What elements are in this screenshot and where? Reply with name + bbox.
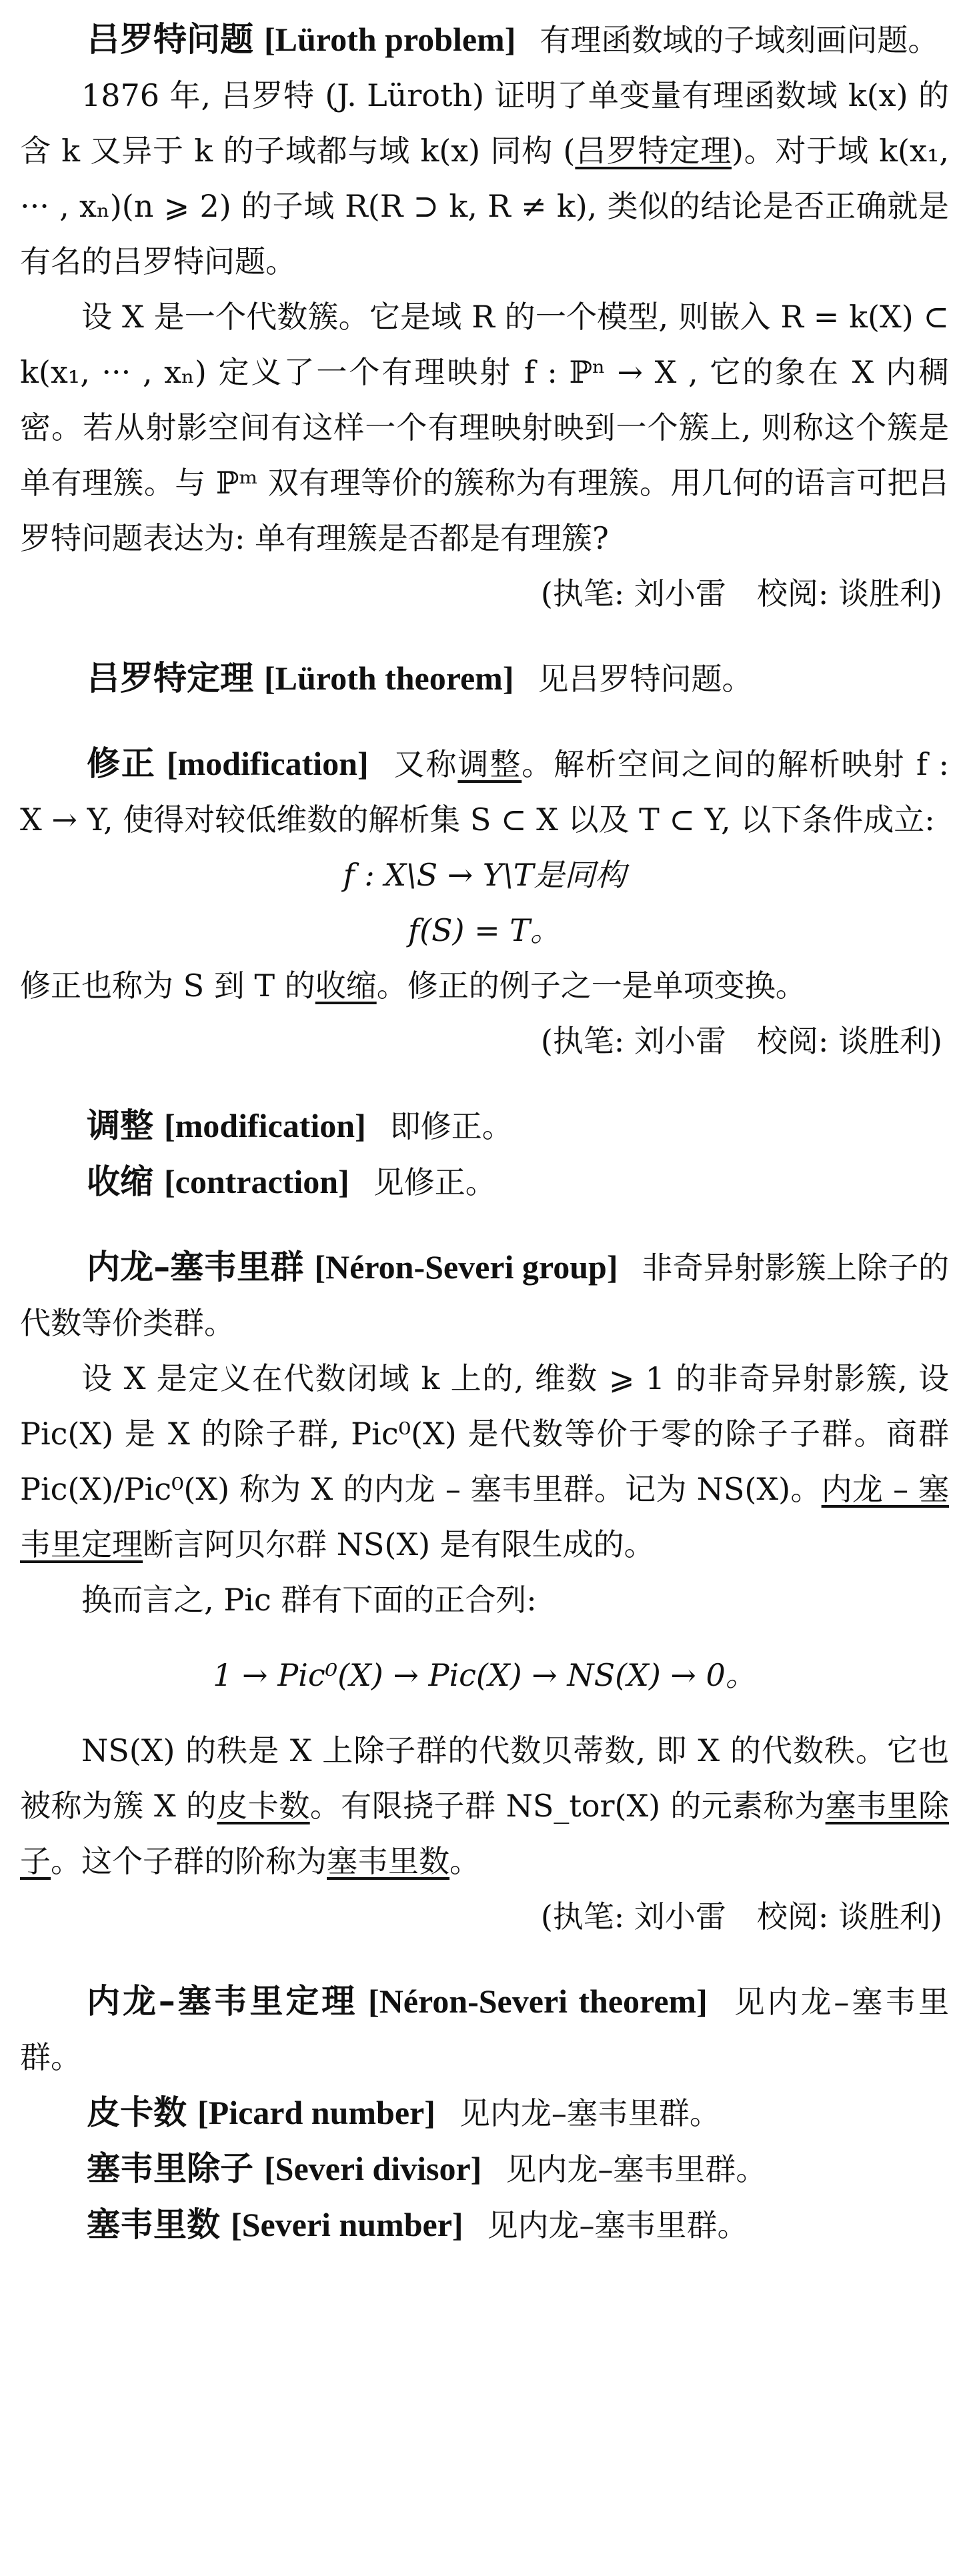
entry-see-reference: 见吕罗特问题。 — [538, 661, 753, 697]
entry-title-cn: 吕罗特定理 — [87, 659, 253, 698]
text-run: )。对于域 k(x₁, ··· , xₙ)(n ⩾ 2) 的子域 R(R ⊃ k, R ≠ k), 类似的结论是否正确就是有名的吕罗特问题。 — [20, 133, 950, 279]
entry-title-cn: 吕罗特问题 — [87, 20, 253, 59]
paragraph — [20, 1351, 949, 1572]
entry-title-cn: 调整 — [87, 1106, 153, 1145]
text-run: 修正也称为 S 到 T 的 — [20, 968, 315, 1004]
entry-first-paragraph — [20, 1240, 949, 1351]
exact-sequence-formula: 1 → Pic⁰(X) → Pic(X) → NS(X) → 0。 — [213, 1657, 756, 1693]
entry-first-paragraph — [87, 1098, 949, 1154]
entry-title-en: [Severi divisor] — [264, 2150, 482, 2187]
paragraph: 设 X 是一个代数簇。它是域 R 的一个模型, 则嵌入 R = k(X) ⊂ k(x₁, ··· , xₙ) 定义了一个有理映射 f : ℙⁿ → X , 它的象在 X 内稠密。若从射影空间有这样一个有理映射映到一个簇上, 则称这个簇是单有理簇。与 ℙᵐ 双有理等价的簇称为有理簇。用几何的语言可把吕罗特问题表达为: 单有理簇是否都是有理簇? — [20, 299, 949, 556]
spacer — [20, 1945, 949, 1974]
entry-first-paragraph — [87, 2197, 949, 2253]
entry-title-en: [Picard number] — [197, 2094, 435, 2131]
entry-contraction — [20, 1154, 949, 1210]
entry-title-cn: 皮卡数 — [87, 2093, 187, 2132]
entry-title-cn: 内龙–塞韦里群 — [87, 1248, 304, 1286]
entry-first-paragraph — [87, 1154, 949, 1210]
spacer — [20, 1210, 949, 1240]
paragraph — [20, 958, 949, 1014]
cross-reference-link[interactable]: 调整 — [457, 746, 522, 782]
spacer — [20, 621, 949, 651]
entry-title-en: [contraction] — [164, 1163, 349, 1200]
cross-reference-link[interactable]: 吕罗特定理 — [575, 133, 732, 169]
signature: (执笔: 刘小雷 校阅: 谈胜利) — [540, 1898, 942, 1935]
entry-title-cn: 塞韦里除子 — [87, 2149, 253, 2188]
entry-title-en: [modification] — [166, 745, 369, 782]
text-run: 。 — [449, 1843, 480, 1879]
entry-first-paragraph — [20, 736, 949, 848]
entry-modification — [20, 736, 949, 1069]
entry-first-paragraph — [20, 12, 949, 68]
spacer — [20, 1628, 949, 1648]
entry-lueroth-theorem — [20, 651, 949, 707]
entry-see-reference: 即修正。 — [389, 1108, 513, 1144]
entry-title-cn: 内龙–塞韦里定理 — [87, 1982, 358, 2021]
entry-title-cn: 修正 — [87, 744, 156, 783]
text-run: 。修正的例子之一是单项变换。 — [376, 968, 806, 1004]
spacer — [20, 1703, 949, 1723]
entry-title-cn: 塞韦里数 — [87, 2205, 220, 2244]
entry-see-reference: 见内龙–塞韦里群。 — [20, 1984, 950, 2075]
entry-see-reference: 见修正。 — [373, 1164, 496, 1200]
text-run: NS(X) 的秩是 X 上除子群的代数贝蒂数, 即 X 的代数秩。它也被称为簇 X 的 — [20, 1732, 949, 1824]
text-run: 。解析空间之间的解析映射 f : X → Y, 使得对较低维数的解析集 S ⊂ X 以及 T ⊂ Y, 以下条件成立: — [20, 746, 950, 838]
cross-reference-link[interactable]: 皮卡数 — [217, 1788, 310, 1824]
entry-adjustment — [20, 1098, 949, 1154]
entry-neron-severi-group — [20, 1240, 949, 1945]
text-run: 断言阿贝尔群 NS(X) 是有限生成的。 — [143, 1526, 655, 1562]
entry-picard-number — [20, 2085, 949, 2141]
spacer — [20, 1069, 949, 1098]
entry-title-en: [Néron-Severi group] — [314, 1248, 618, 1286]
entry-intro: 非奇异射影簇上除子的代数等价类群。 — [20, 1250, 950, 1341]
entry-first-paragraph — [87, 2141, 949, 2197]
entry-title-en: [Néron-Severi theorem] — [368, 1983, 708, 2020]
formula: f : X\S → Y\T是同构 — [343, 857, 626, 893]
spacer — [20, 707, 949, 736]
entry-title-cn: 收缩 — [87, 1162, 153, 1201]
entry-lueroth-problem — [20, 12, 949, 621]
entry-first-paragraph — [20, 651, 949, 707]
entry-severi-number — [20, 2197, 949, 2253]
text-run: 又称 — [392, 746, 458, 782]
entry-intro: 有理函数域的子域刻画问题。 — [540, 22, 939, 58]
entry-see-reference: 见内龙–塞韦里群。 — [487, 2207, 748, 2243]
cross-reference-link[interactable]: 内龙 – 塞韦里定理 — [20, 1471, 949, 1562]
entry-neron-severi-theorem — [20, 1974, 949, 2085]
text-run: 设 X 是定义在代数闭域 k 上的, 维数 ⩾ 1 的非奇异射影簇, 设 Pic(X) 是 X 的除子群, Pic⁰(X) 是代数等价于零的除子子群。商群 Pic(X)/Pic⁰(X) 称为 X 的内龙 – 塞韦里群。记为 NS(X)。 — [20, 1360, 949, 1507]
formula: f(S) = T。 — [408, 912, 561, 948]
paragraph: 换而言之, Pic 群有下面的正合列: — [81, 1582, 537, 1618]
entry-title-en: [Lüroth problem] — [264, 21, 516, 58]
cross-reference-link[interactable]: 收缩 — [315, 968, 377, 1004]
entry-see-reference: 见内龙–塞韦里群。 — [506, 2151, 767, 2187]
signature: (执笔: 刘小雷 校阅: 谈胜利) — [540, 1023, 942, 1059]
entry-see-reference: 见内龙–塞韦里群。 — [459, 2095, 720, 2131]
entry-title-en: [Severi number] — [231, 2206, 463, 2243]
entry-title-en: [modification] — [164, 1107, 366, 1144]
cross-reference-link[interactable]: 塞韦里除子 — [20, 1788, 949, 1879]
entry-first-paragraph — [20, 1974, 949, 2085]
text-run: 1876 年, 吕罗特 (J. Lüroth) 证明了单变量有理函数域 k(x) 的含 k 又异于 k 的子域都与域 k(x) 同构 ( — [20, 77, 949, 169]
text-run: 。这个子群的阶称为 — [51, 1843, 327, 1879]
signature: (执笔: 刘小雷 校阅: 谈胜利) — [540, 575, 942, 611]
entry-severi-divisor — [20, 2141, 949, 2197]
paragraph — [20, 1723, 949, 1889]
entry-first-paragraph — [87, 2085, 949, 2141]
text-run: 。有限挠子群 NS_tor(X) 的元素称为 — [309, 1788, 826, 1824]
entry-title-en: [Lüroth theorem] — [264, 660, 514, 697]
paragraph — [20, 68, 949, 289]
cross-reference-link[interactable]: 塞韦里数 — [327, 1843, 449, 1879]
